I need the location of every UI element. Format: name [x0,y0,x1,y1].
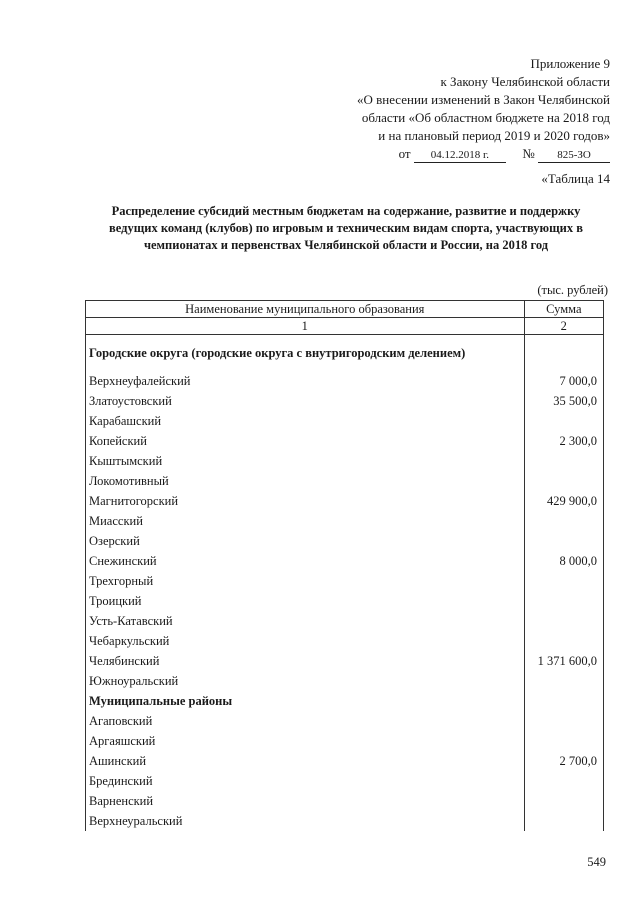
subsidy-table [85,300,604,831]
subsidy-amount [524,791,603,811]
table-row [86,335,604,372]
municipality-name: Озерский [86,531,525,551]
subsidy-amount [524,591,603,611]
subsidy-amount [524,711,603,731]
municipality-name: Трехгорный [86,571,525,591]
table-row [86,451,604,471]
appendix-line: области «Об областном бюджете на 2018 год [361,110,610,125]
subsidy-amount [524,631,603,651]
subsidy-amount [524,611,603,631]
column-header-sum: Сумма [524,301,603,318]
table-row [86,571,604,591]
table-row [86,591,604,611]
table-row [86,771,604,791]
municipality-name: Усть-Катавский [86,611,525,631]
date-prefix: от [398,146,411,161]
appendix-line: Приложение 9 [530,56,610,71]
municipality-name: Локомотивный [86,471,525,491]
table-row [86,471,604,491]
units-label: (тыс. рублей) [537,283,608,297]
table-row [86,551,604,571]
subsidy-amount [524,671,603,691]
table-number: «Таблица 14 [541,171,610,186]
table-row [86,811,604,831]
table-row [86,691,604,711]
table-row [86,671,604,691]
subsidy-amount: 7 000,0 [524,371,603,391]
subsidy-amount: 2 300,0 [524,431,603,451]
subsidy-amount [524,691,603,711]
municipality-name: Златоустовский [86,391,525,411]
municipality-name: Карабашский [86,411,525,431]
subsidy-amount [524,771,603,791]
table-row [86,791,604,811]
municipality-name: Варненский [86,791,525,811]
municipality-name: Верхнеуральский [86,811,525,831]
appendix-line: «О внесении изменений в Закон Челябинской [356,92,610,107]
municipality-name: Верхнеуфалейский [86,371,525,391]
municipality-name: Копейский [86,431,525,451]
subsidy-amount [524,451,603,471]
appendix-line: и на плановый период 2019 и 2020 годов» [378,128,610,143]
table-row [86,511,604,531]
table-row [86,731,604,751]
municipality-name: Ашинский [86,751,525,771]
subsidy-amount: 429 900,0 [524,491,603,511]
appendix-line: к Закону Челябинской области [440,74,610,89]
table-row [86,391,604,411]
table-row [86,631,604,651]
table-row [86,411,604,431]
municipality-name: Магнитогорский [86,491,525,511]
subsidy-amount [524,571,603,591]
law-date-line [357,145,610,163]
table-row [86,371,604,391]
subsidy-amount [524,511,603,531]
column-number-sum: 2 [524,318,603,335]
subsidy-amount [524,731,603,751]
subsidy-amount [524,335,603,372]
subsidy-amount [524,811,603,831]
table-row [86,751,604,771]
municipality-name: Снежинский [86,551,525,571]
municipality-name: Троицкий [86,591,525,611]
column-header-name: Наименование муниципального образования [86,301,525,318]
subsidy-amount: 8 000,0 [524,551,603,571]
law-date: 04.12.2018 г. [414,148,506,163]
subsidy-amount: 2 700,0 [524,751,603,771]
table-row [86,711,604,731]
table-row [86,491,604,511]
subsidy-amount: 35 500,0 [524,391,603,411]
table-row [86,651,604,671]
municipality-name: Чебаркульский [86,631,525,651]
municipality-name: Миасский [86,511,525,531]
municipality-name: Кыштымский [86,451,525,471]
column-number-name: 1 [86,318,525,335]
municipality-name: Брединский [86,771,525,791]
subsidy-amount [524,531,603,551]
subsidy-amount [524,471,603,491]
page-number: 549 [587,855,606,869]
subsidy-amount: 1 371 600,0 [524,651,603,671]
law-number: 825-ЗО [538,148,610,163]
appendix-block [357,55,610,163]
number-prefix: № [522,146,535,161]
municipality-name: Агаповский [86,711,525,731]
municipality-name: Южноуральский [86,671,525,691]
table-row [86,431,604,451]
municipality-name: Челябинский [86,651,525,671]
group-heading: Муниципальные районы [86,691,525,711]
table-row [86,611,604,631]
subsidy-amount [524,411,603,431]
municipality-name: Аргаяшский [86,731,525,751]
document-title: Распределение субсидий местным бюджетам на содержание, развитие и поддержку ведущих команд (клубов) по игровым и техническим видам спорта, участвующих в чемпионатах и первенствах Челябинской области и России, на 2018 год [109,204,583,252]
group-heading: Городские округа (городские округа с внутригородским делением) [86,335,525,372]
table-row [86,531,604,551]
